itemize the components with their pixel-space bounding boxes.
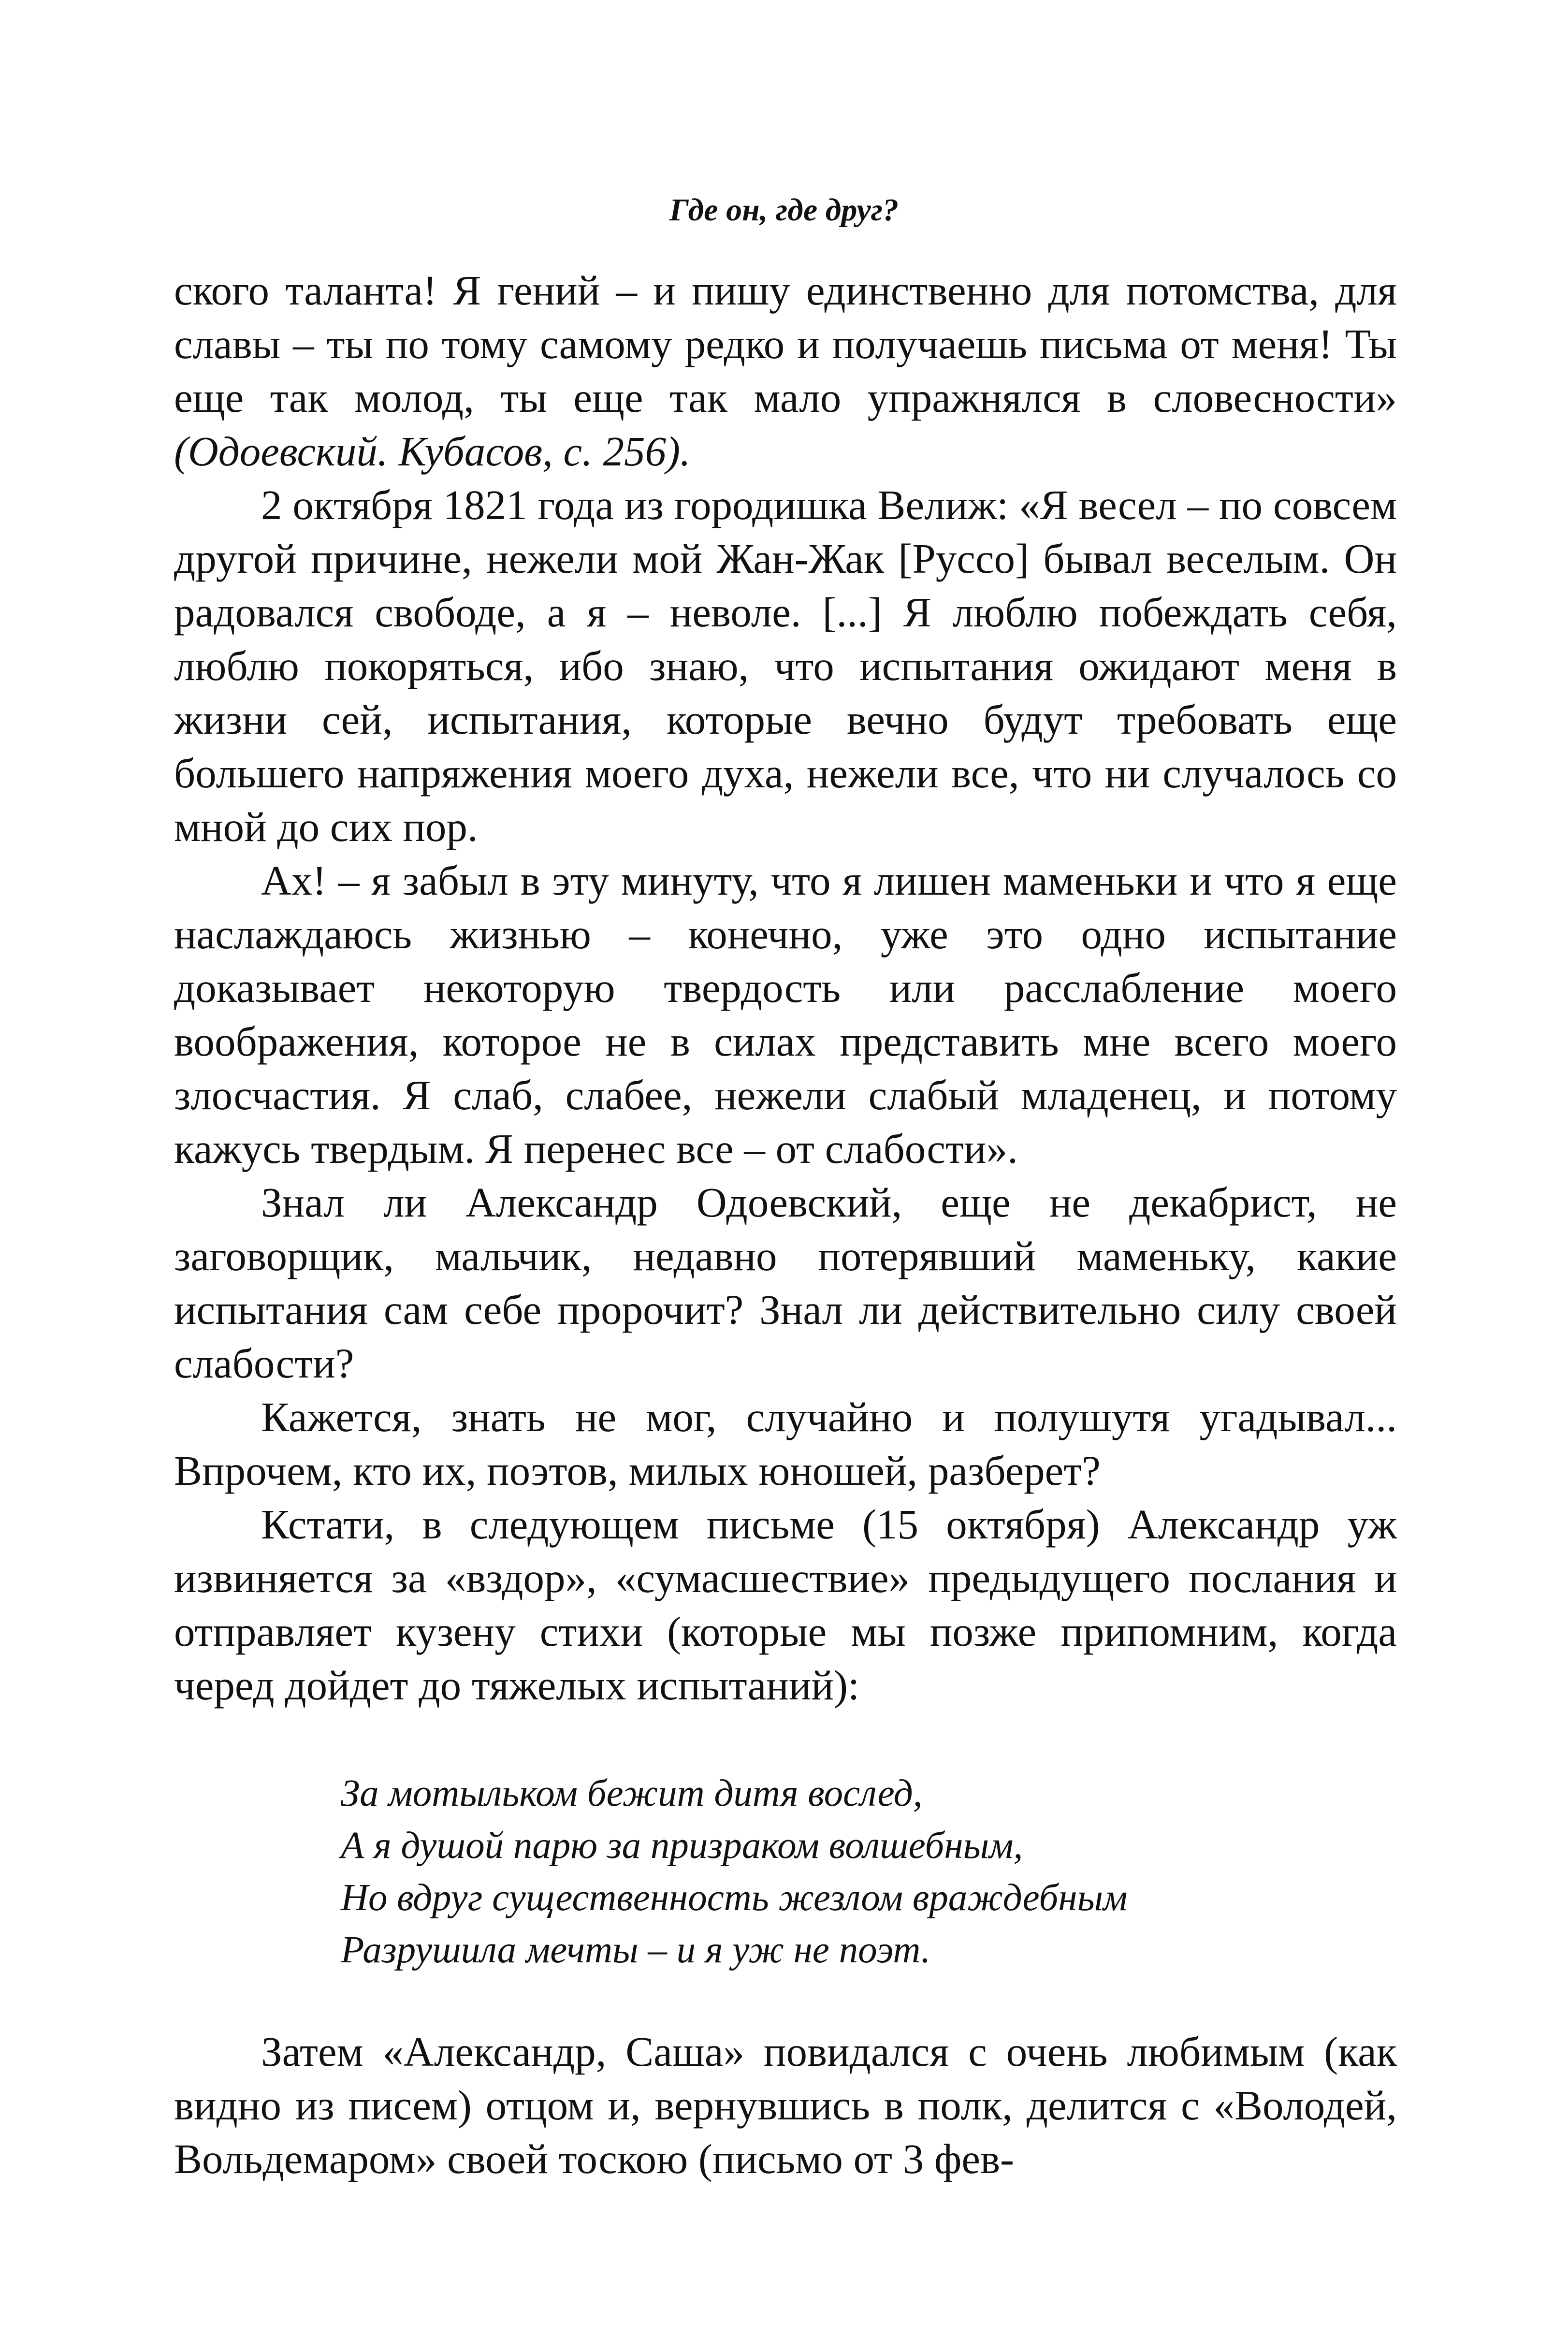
page-body-text (174, 263, 1397, 2186)
running-header-title: Где он, где друг? (669, 192, 899, 228)
poem-line: А я душой парю за призраком волшебным, (341, 1825, 1023, 1867)
paragraph: 2 октября 1821 года из городишка Велиж: «Я весел – по совсем другой причине, нежели мой Жан-Жак [Руссо] бывал веселым. Он радовался свободе, а я – неволе. [...] Я люблю побеждать себя, люблю покоряться, ибо знаю, что испытания ожидают меня в жизни сей, испытания, которые вечно будут требовать еще большего напряжения моего духа, нежели все, что ни случалось со мной до сих пор. (174, 481, 1397, 850)
paragraph-closing: Затем «Александр, Саша» повидался с очень любимым (как видно из писем) отцом и, вернувшись в полк, делится с «Володей, Вольдемаром» своей тоскою (письмо от 3 фев- (174, 2028, 1397, 2182)
poem-line: Но вдруг существенность жезлом враждебным (341, 1877, 1128, 1919)
paragraph: Кажется, знать не мог, случайно и полушутя угадывал... Впрочем, кто их, поэтов, милых юношей, разберет? (174, 1393, 1397, 1494)
poem-line: За мотыльком бежит дитя вослед, (341, 1772, 923, 1814)
poem-quote (341, 1768, 1397, 1976)
paragraph-continuation (174, 263, 1397, 478)
paragraph-text: ского таланта! Я гений – и пишу единственно для потомства, для славы – ты по тому самому редко и получаешь письма от меня! Ты еще так молод, ты еще так мало упражнялся в словесности» (174, 267, 1397, 421)
poem-line: Разрушила мечты – и я уж не поэт. (341, 1929, 931, 1971)
citation-reference: (Одоевский. Кубасов, с. 256). (174, 428, 691, 475)
paragraph: Ах! – я забыл в эту минуту, что я лишен маменьки и что я еще наслаждаюсь жизнью – конечно, уже это одно испытание доказывает некоторую твердость или расслабление моего воображения, которое не в силах представить мне всего моего злосчастия. Я слаб, слабее, нежели слабый младенец, и потому кажусь твердым. Я перенес все – от слабости». (174, 857, 1397, 1172)
paragraph: Кстати, в следующем письме (15 октября) Александр уж извиняется за «вздор», «сумасшествие» предыдущего послания и отправляет кузену стихи (которые мы позже припомним, когда черед дойдет до тяжелых испытаний): (174, 1501, 1397, 1709)
paragraph: Знал ли Александр Одоевский, еще не декабрист, не заговорщик, мальчик, недавно потерявший маменьку, какие испытания сам себе пророчит? Знал ли действительно силу своей слабости? (174, 1179, 1397, 1387)
